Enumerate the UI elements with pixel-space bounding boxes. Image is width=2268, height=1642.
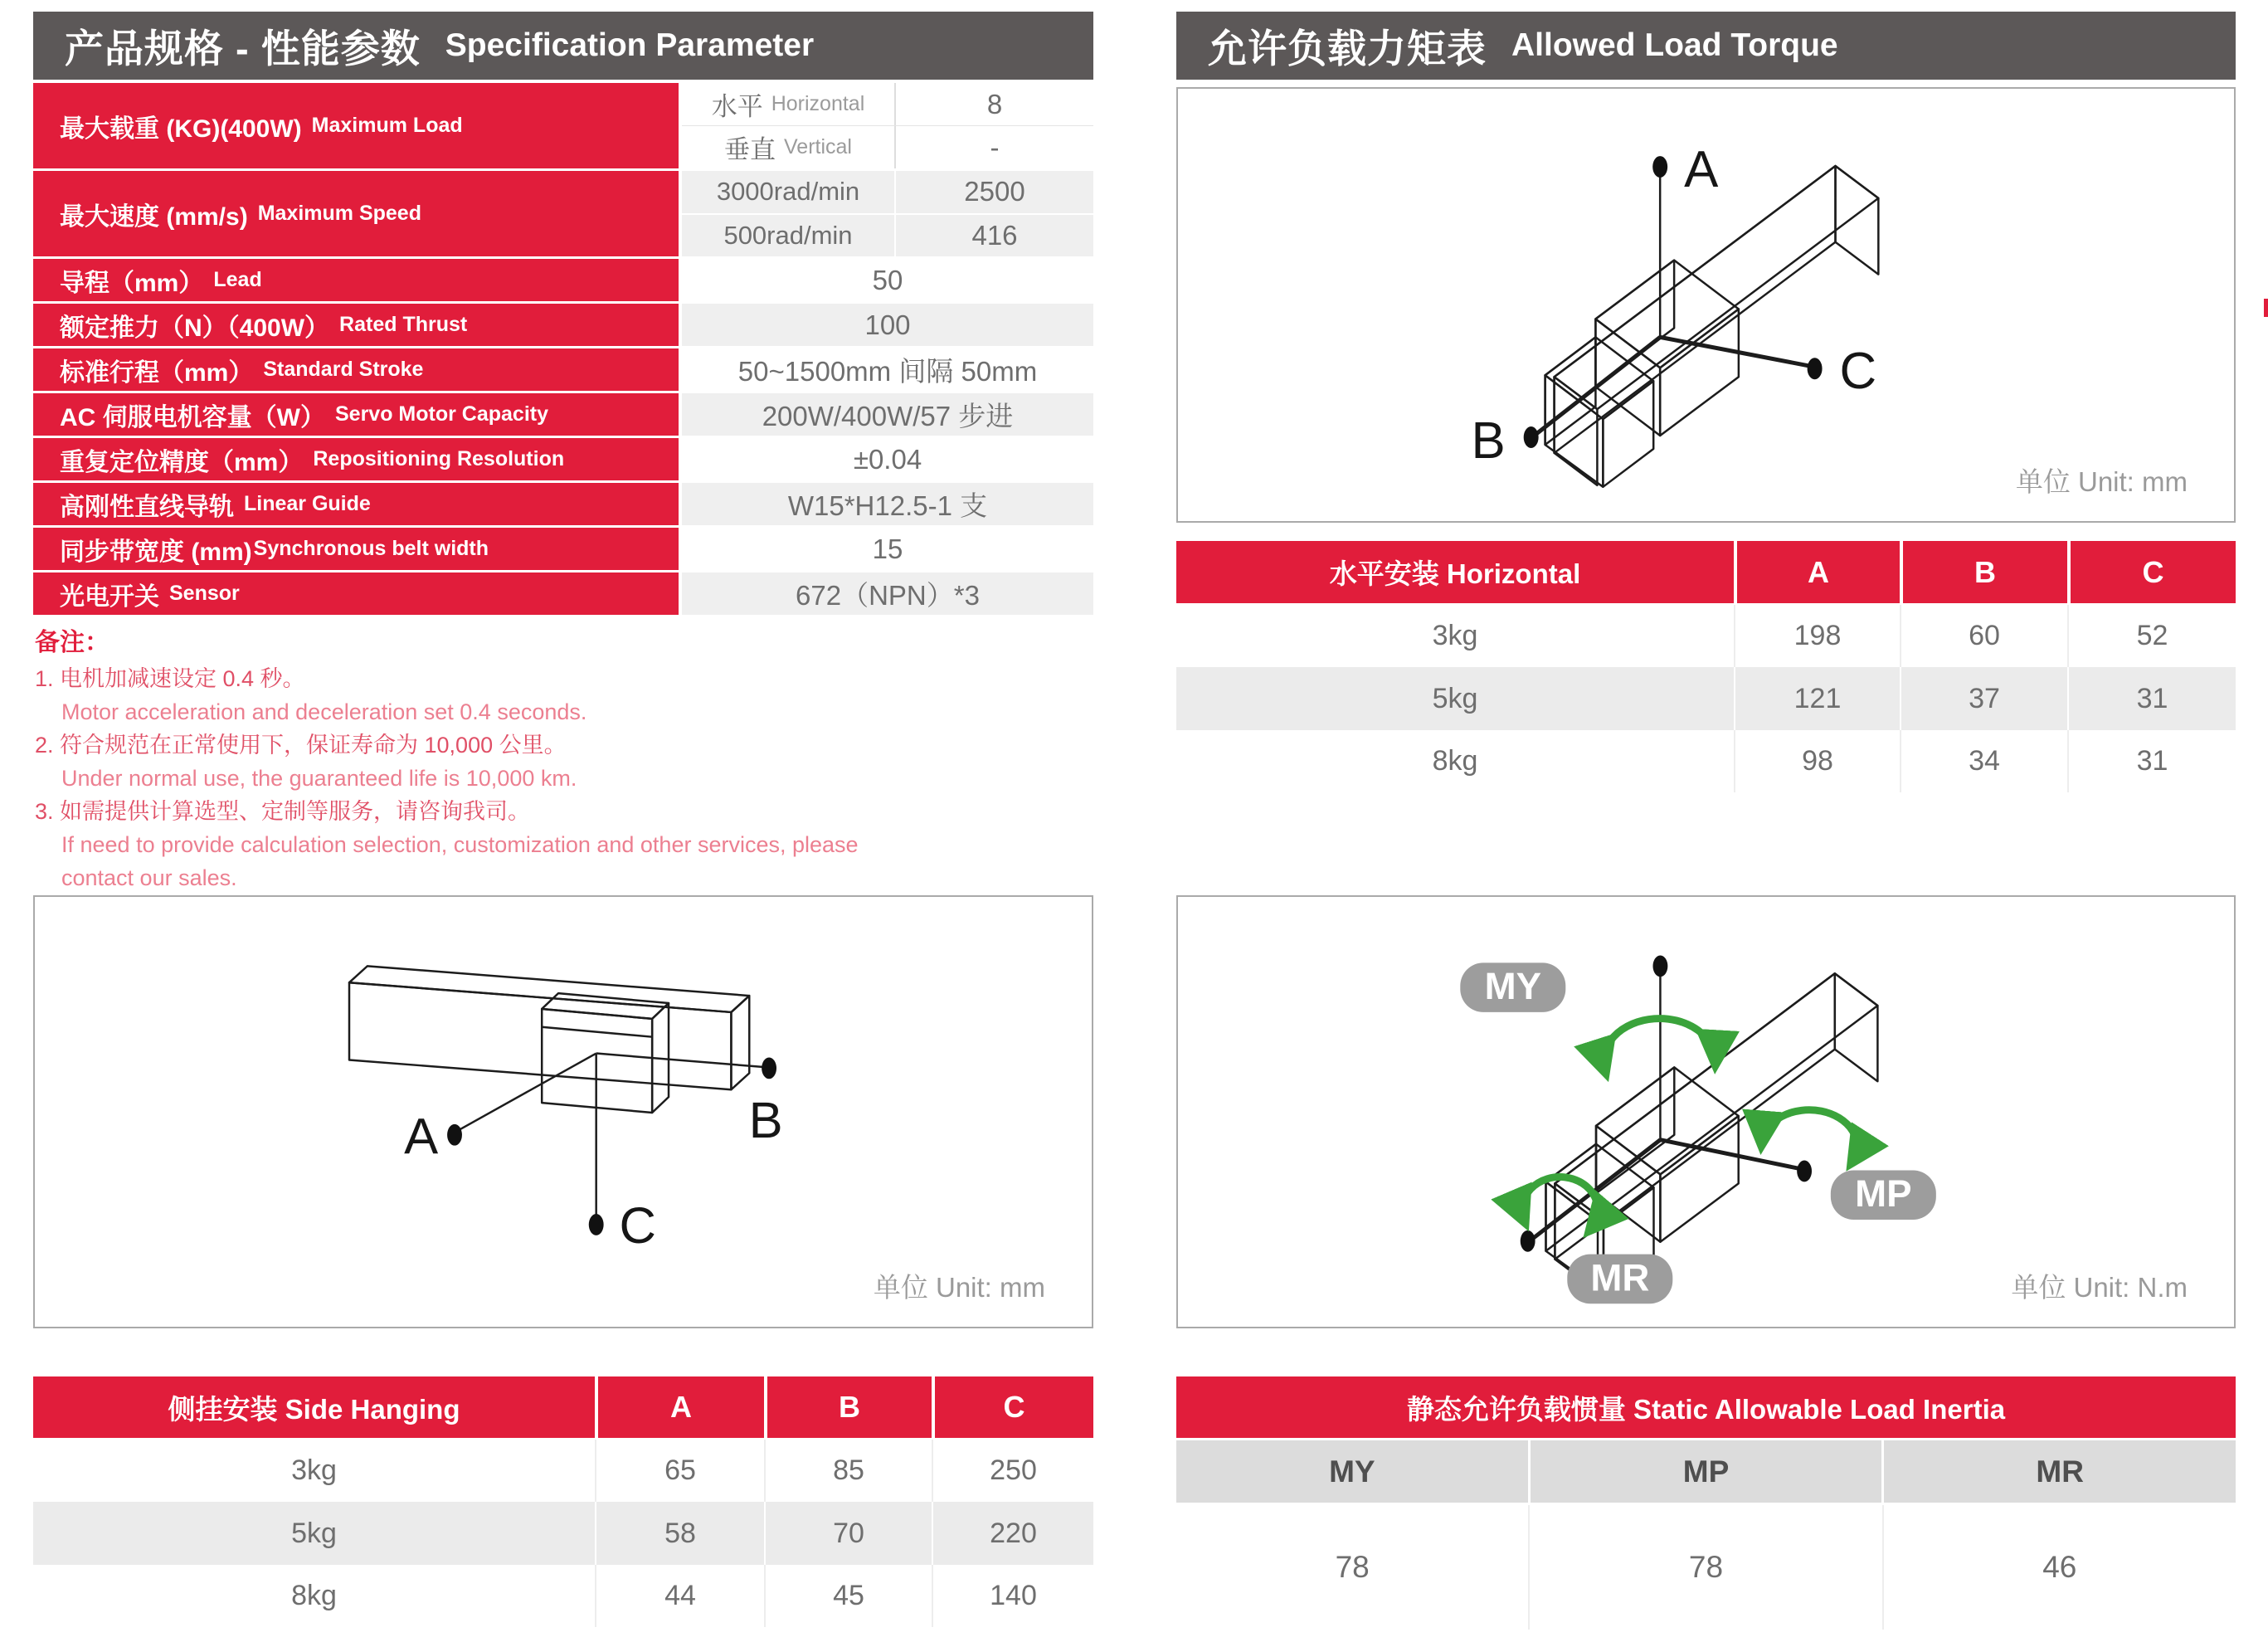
cell-c: 140 <box>932 1565 1093 1627</box>
spec-value: W15*H12.5-1 支 <box>679 483 1093 525</box>
col-header-b: B <box>764 1376 932 1438</box>
table-row <box>33 1440 1093 1502</box>
cell-mr: 46 <box>1882 1505 2236 1630</box>
spec-subrow-vertical <box>682 125 1093 168</box>
point-b-label: B <box>748 1091 783 1149</box>
spec-value: 15 <box>679 528 1093 570</box>
remarks-block <box>35 624 1072 894</box>
point-a-dot <box>1652 156 1667 178</box>
subrow-value: 416 <box>971 219 1018 251</box>
spec-label-zh: 重复定位精度（mm） <box>60 448 304 476</box>
cell-a: 98 <box>1734 730 1900 792</box>
point-c-dot <box>589 1214 604 1235</box>
subrow-value: 2500 <box>964 176 1025 207</box>
point-b-dot <box>1524 426 1539 448</box>
spec-value: 672（NPN）*3 <box>679 573 1093 615</box>
col-header-my: MY <box>1329 1454 1375 1489</box>
col-header-a: A <box>1734 541 1900 603</box>
row-label: 5kg <box>1432 682 1478 714</box>
my-badge-label: MY <box>1484 965 1542 1008</box>
point-a-dot <box>447 1124 462 1146</box>
row-label: 8kg <box>291 1580 337 1611</box>
subrow-value: 8 <box>986 88 1003 119</box>
side-hanging-table <box>33 1376 1093 1627</box>
cell-c: 52 <box>2067 605 2236 667</box>
spec-row-max-load <box>33 83 1093 171</box>
cell-a: 121 <box>1734 667 1900 730</box>
carriage-top-face <box>1595 261 1738 368</box>
spec-row-sensor <box>33 573 1093 617</box>
my-axis-dot <box>1652 955 1667 977</box>
point-c-label: C <box>619 1196 656 1255</box>
carriage-top-face <box>1596 1067 1739 1174</box>
cell-a: 65 <box>595 1440 764 1502</box>
point-b-dot <box>762 1058 776 1079</box>
carriage-right-face <box>1660 1116 1738 1242</box>
remark-2-en: Under normal use, the guaranteed life is 10,000 km. <box>61 766 577 791</box>
carriage-plate-line <box>542 1027 652 1037</box>
row-label: 8kg <box>1432 745 1478 777</box>
col-header-a: A <box>595 1376 764 1438</box>
col-header-c: C <box>932 1376 1093 1438</box>
spec-label-en: Servo Motor Capacity <box>334 402 548 426</box>
unit-label: 单位 Unit: N.m <box>2011 1272 2188 1303</box>
cell-b: 70 <box>764 1502 932 1565</box>
spec-label-zh: 高刚性直线导轨 <box>60 493 234 521</box>
left-section-header <box>33 12 1093 80</box>
table-subheader-row <box>1176 1440 2236 1505</box>
remark-3-en: If need to provide calculation selection, customization and other services, please contact our sales. <box>61 832 859 890</box>
spec-label-en: Maximum Speed <box>257 202 421 225</box>
moment-diagram-box <box>1176 895 2236 1328</box>
load-torque-diagram <box>1178 89 2234 521</box>
spec-row-rated-thrust <box>33 304 1093 348</box>
cell-c: 31 <box>2067 667 2236 730</box>
col-header-c: C <box>2067 541 2236 603</box>
spec-label-en: Synchronous belt width <box>253 537 489 560</box>
col-header-mr: MR <box>1881 1440 2236 1503</box>
unit-label: 单位 Unit: mm <box>2015 466 2188 497</box>
table-header-row <box>33 1376 1093 1440</box>
right-section-header <box>1176 12 2236 80</box>
rail-end-face <box>731 996 749 1089</box>
remarks-heading: 备注： <box>35 629 110 656</box>
spec-label-en: Repositioning Resolution <box>313 447 565 470</box>
spec-value: 200W/400W/57 步进 <box>679 393 1093 436</box>
point-c-dot <box>1808 358 1823 379</box>
rail-far-end-face <box>1836 166 1879 275</box>
row-label: 5kg <box>291 1517 337 1549</box>
mr-badge-label: MR <box>1590 1256 1650 1299</box>
spec-label-zh: 最大载重 (KG)(400W) <box>60 115 302 143</box>
cell-b: 37 <box>1900 667 2067 730</box>
table-row <box>33 1502 1093 1565</box>
col-header-mp: MP <box>1528 1440 1882 1503</box>
static-inertia-table <box>1176 1376 2236 1630</box>
rail-top-face <box>1555 973 1877 1216</box>
horizontal-mount-table <box>1176 541 2236 792</box>
mp-axis-dot <box>1797 1161 1812 1182</box>
carriage-right-face <box>1660 309 1739 436</box>
leader-b <box>596 1054 767 1068</box>
spec-value: 50~1500mm 间隔 50mm <box>679 348 1093 391</box>
cell-my: 78 <box>1335 1550 1370 1584</box>
remark-1-en: Motor acceleration and deceleration set 0.4 seconds. <box>61 699 587 724</box>
cell-mp: 78 <box>1528 1505 1881 1630</box>
subrow-name-zh: 垂直 <box>724 135 776 164</box>
cell-a: 198 <box>1734 605 1900 667</box>
spec-label-en: Lead <box>213 268 262 291</box>
subrow-name-zh: 水平 <box>711 92 763 121</box>
spec-row-servo-capacity <box>33 393 1093 438</box>
spec-label-zh: 额定推力（N）（400W） <box>60 314 330 342</box>
point-a-label: A <box>1684 140 1719 198</box>
left-header-zh: 产品规格 - 性能参数 <box>65 26 421 71</box>
spec-label-en: Maximum Load <box>311 114 463 137</box>
load-torque-diagram-box <box>1176 87 2236 523</box>
mp-rotation-arrow <box>1761 1110 1857 1162</box>
right-header-zh: 允许负载力矩表 <box>1208 26 1487 71</box>
spec-label-en: Rated Thrust <box>339 313 468 336</box>
row-label: 3kg <box>291 1454 337 1486</box>
row-label: 3kg <box>1432 620 1478 651</box>
spec-label-zh: 标准行程（mm） <box>60 358 254 387</box>
spec-row-belt-width <box>33 528 1093 573</box>
spec-row-standard-stroke <box>33 348 1093 393</box>
spec-label-en: Linear Guide <box>244 492 371 515</box>
rail-front-face <box>349 982 731 1089</box>
spec-label-en: Sensor <box>169 582 240 605</box>
table-title: 侧挂安装 Side Hanging <box>33 1376 595 1438</box>
spec-value: 100 <box>679 304 1093 346</box>
cell-b: 85 <box>764 1440 932 1502</box>
table-row <box>1176 605 2236 667</box>
spec-row-lead <box>33 259 1093 304</box>
subrow-name-en: Vertical <box>784 135 852 158</box>
point-a-label: A <box>404 1108 439 1166</box>
spec-value: ±0.04 <box>679 438 1093 480</box>
table-row <box>1176 730 2236 792</box>
side-hanging-diagram <box>35 897 1092 1327</box>
table-row <box>33 1565 1093 1627</box>
moment-diagram <box>1178 897 2234 1327</box>
spec-label-zh: 光电开关 <box>60 582 159 611</box>
spec-label-en: Standard Stroke <box>263 358 424 381</box>
spec-row-repositioning <box>33 438 1093 483</box>
spec-label-zh: 导程（mm） <box>60 269 204 297</box>
cell-b: 45 <box>764 1565 932 1627</box>
table-value-row <box>1176 1505 2236 1630</box>
subrow-value: - <box>990 131 1000 163</box>
cell-c: 220 <box>932 1502 1093 1565</box>
specification-table <box>33 83 1093 617</box>
mp-badge-label: MP <box>1855 1172 1912 1216</box>
cell-b: 60 <box>1900 605 2067 667</box>
point-c-label: C <box>1839 343 1877 401</box>
rail-far-end-face <box>1835 973 1878 1081</box>
mr-axis-dot <box>1521 1230 1536 1252</box>
cell-c: 250 <box>932 1440 1093 1502</box>
cell-a: 58 <box>595 1502 764 1565</box>
table-title: 静态允许负载惯量 Static Allowable Load Inertia <box>1176 1376 2236 1440</box>
spec-subrow-horizontal <box>682 83 1093 125</box>
subrow-name: 500rad/min <box>723 220 853 250</box>
col-header-b: B <box>1900 541 2067 603</box>
spec-label-zh: 最大速度 (mm/s) <box>60 202 248 231</box>
spec-row-max-speed <box>33 171 1093 259</box>
cell-b: 34 <box>1900 730 2067 792</box>
subrow-name: 3000rad/min <box>716 177 860 207</box>
cell-a: 44 <box>595 1565 764 1627</box>
rail-top-face <box>1555 166 1879 409</box>
spec-subrow-500rad <box>682 213 1093 257</box>
spec-row-linear-guide <box>33 483 1093 528</box>
spec-value: 50 <box>679 259 1093 301</box>
side-hanging-diagram-box <box>33 895 1093 1328</box>
page-edge-artifact <box>2264 299 2268 317</box>
table-header-row <box>1176 541 2236 605</box>
table-row <box>1176 667 2236 730</box>
left-header-en: Specification Parameter <box>445 27 815 63</box>
point-b-label: B <box>1471 412 1506 470</box>
subrow-name-en: Horizontal <box>771 92 865 115</box>
spec-subrow-3000rad <box>682 171 1093 213</box>
leader-a <box>455 1054 596 1133</box>
cell-c: 31 <box>2067 730 2236 792</box>
remark-1-zh: 1. 电机加减速设定 0.4 秒。 <box>35 666 305 691</box>
right-header-en: Allowed Load Torque <box>1511 27 1838 63</box>
mr-rotation-arrow <box>1522 1177 1598 1229</box>
remark-2-zh: 2. 符合规范在正常使用下，保证寿命为 10,000 公里。 <box>35 733 567 758</box>
spec-label-zh: AC 伺服电机容量（W） <box>60 403 325 431</box>
unit-label: 单位 Unit: mm <box>873 1272 1045 1303</box>
table-title: 水平安装 Horizontal <box>1176 541 1734 603</box>
rail-top-face <box>349 966 749 1012</box>
remark-3-zh: 3. 如需提供计算选型、定制等服务，请咨询我司。 <box>35 799 531 824</box>
spec-label-zh: 同步带宽度 (mm) <box>60 538 252 566</box>
